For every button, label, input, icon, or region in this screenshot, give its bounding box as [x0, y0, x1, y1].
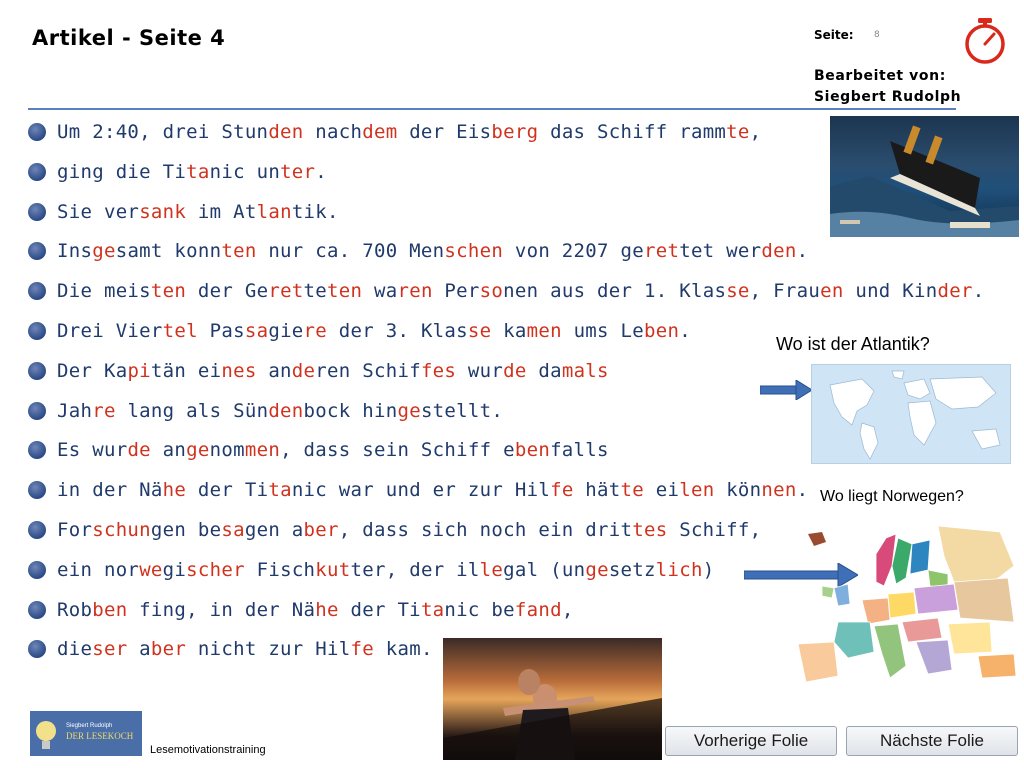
text-line: Insgesamt konnten nur ca. 700 Menschen von 2207 gerettet werden.: [28, 236, 808, 266]
text-line: ein norwegischer Fischkutter, der illegal (ungesetzlich): [28, 555, 715, 585]
logo-author: Siegbert Rudolph: [66, 723, 113, 729]
seite-label: Seite:: [814, 28, 854, 42]
bullet-icon: [28, 242, 46, 260]
text-line: Sie versank im Atlantik.: [28, 197, 339, 227]
author-name: Siegbert Rudolph: [814, 89, 962, 105]
text-line: Robben fing, in der Nähe der Titanic befand,: [28, 595, 574, 625]
bullet-icon: [28, 322, 46, 340]
bullet-icon: [28, 441, 46, 459]
text-line: in der Nähe der Titanic war und er zur Hilfe hätte eilen können.: [28, 475, 808, 505]
question-norwegen: Wo liegt Norwegen?: [820, 488, 964, 505]
text-line: dieser aber nicht zur Hilfe kam.: [28, 634, 433, 664]
brand-label: Lesemotivationstraining: [150, 744, 266, 756]
bullet-icon: [28, 521, 46, 539]
world-map-image: [811, 364, 1011, 464]
text-line: Drei Viertel Passagiere der 3. Klasse kamen ums Leben.: [28, 316, 691, 346]
text-line: Forschungen besagen aber, dass sich noch ein drittes Schiff,: [28, 515, 761, 545]
bullet-icon: [28, 123, 46, 141]
text-line: Um 2:40, drei Stunden nachdem der Eisberg das Schiff rammte,: [28, 117, 761, 147]
previous-slide-button[interactable]: Vorherige Folie: [665, 726, 837, 756]
bullet-icon: [28, 163, 46, 181]
text-line: Jahre lang als Sündenbock hingestellt.: [28, 396, 503, 426]
stopwatch-icon[interactable]: [962, 16, 1008, 64]
bearbeitet-label: Bearbeitet von:: [814, 68, 946, 84]
header-divider: [28, 108, 956, 110]
bullet-icon: [28, 481, 46, 499]
titanic-sinking-image: [830, 116, 1019, 237]
bullet-icon: [28, 362, 46, 380]
bullet-icon: [28, 282, 46, 300]
text-line: Der Kapitän eines anderen Schiffes wurde damals: [28, 356, 609, 386]
page-title: Artikel - Seite 4: [32, 26, 226, 50]
europe-map-image: [778, 526, 1018, 694]
next-slide-button[interactable]: Nächste Folie: [846, 726, 1018, 756]
question-atlantik: Wo ist der Atlantik?: [776, 334, 930, 354]
bullet-icon: [28, 402, 46, 420]
text-line: ging die Titanic unter.: [28, 157, 327, 187]
bearbeitet-von: [814, 66, 961, 108]
text-line: Die meisten der Geretteten waren Personen aus der 1. Klasse, Frauen und Kinder.: [28, 276, 984, 306]
arrow-right-icon: [760, 380, 812, 400]
logo-title: DER LESEKOCH: [66, 731, 134, 741]
titanic-movie-image: [443, 638, 662, 760]
lesekoch-logo: [30, 711, 142, 756]
seite-number: 8: [874, 30, 880, 40]
text-line: Es wurde angenommen, dass sein Schiff ebenfalls: [28, 435, 609, 465]
bullet-icon: [28, 561, 46, 579]
bullet-icon: [28, 203, 46, 221]
bullet-icon: [28, 601, 46, 619]
bullet-icon: [28, 640, 46, 658]
